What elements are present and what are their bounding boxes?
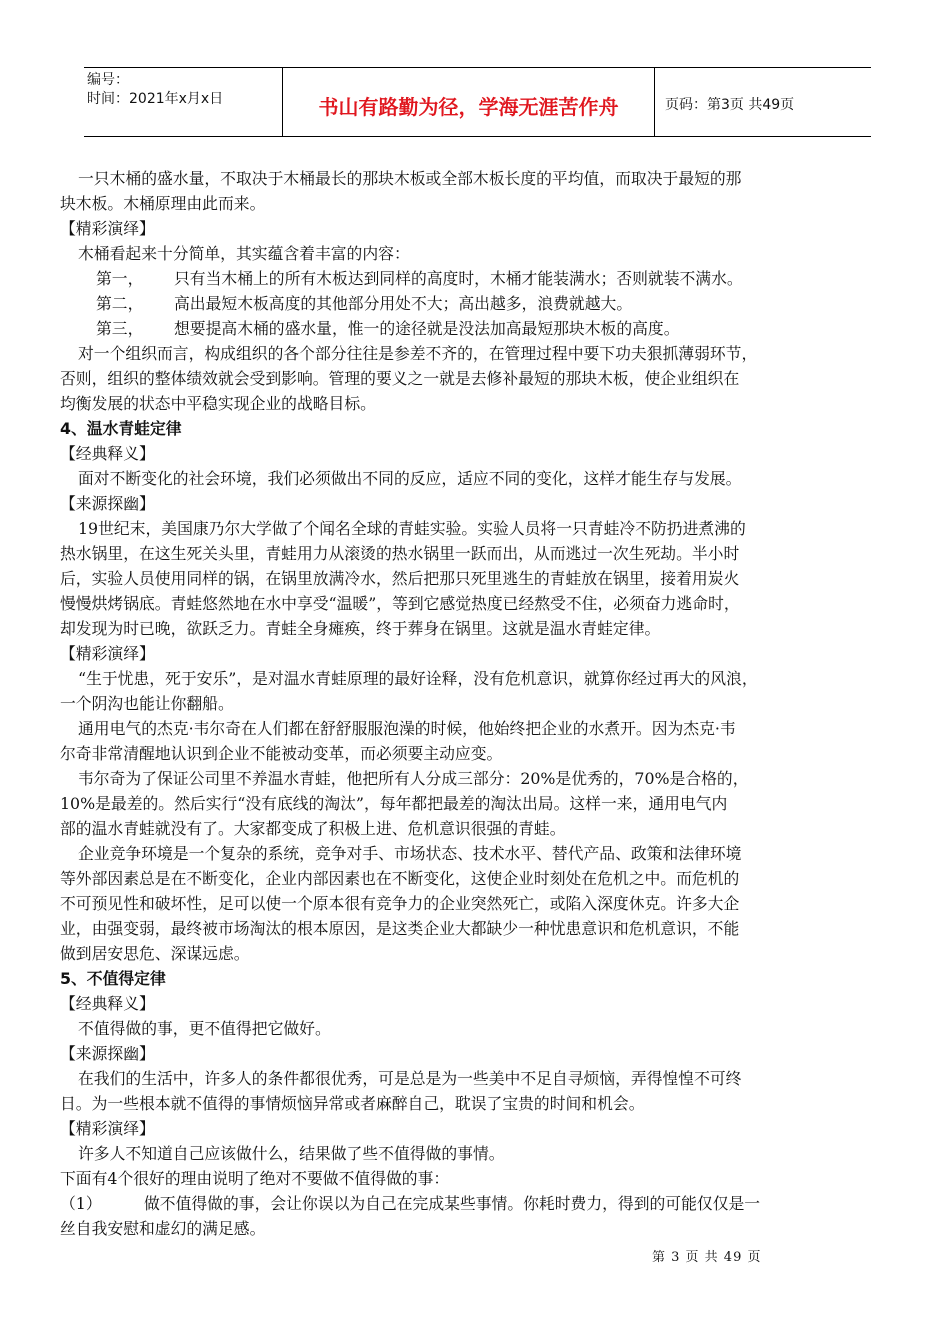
- paragraph-line: 尔奇非常清醒地认识到企业不能被动变革，而必须要主动应变。: [60, 744, 503, 763]
- list-marker: 第二，: [96, 294, 144, 313]
- paragraph-line: “生于忧患，死于安乐”，是对温水青蛙原理的最好诠释，没有危机意识，就算你经过再大的风浪，: [78, 669, 758, 688]
- section-tag: 【精彩演绎】: [60, 1119, 155, 1138]
- paragraph-line: 块木板。木桶原理由此而来。: [60, 194, 266, 213]
- paragraph-line: 等外部因素总是在不断变化，企业内部因素也在不断变化，这使企业时刻处在危机之中。而危机的: [60, 869, 740, 888]
- paragraph-line: 热水锅里，在这生死关头里，青蛙用力从滚烫的热水锅里一跃而出，从而逃过一次生死劫。半小时: [60, 544, 740, 563]
- paragraph-line: 企业竞争环境是一个复杂的系统，竞争对手、市场状态、技术水平、替代产品、政策和法律环境: [78, 844, 742, 863]
- paragraph-line: 对一个组织而言，构成组织的各个部分往往是参差不齐的，在管理过程中要下功夫狠抓薄弱环节，: [78, 344, 758, 363]
- list-marker: （1）: [60, 1194, 102, 1213]
- section-tag: 【来源探幽】: [60, 1044, 155, 1063]
- section-tag: 【经典释义】: [60, 994, 155, 1013]
- paragraph-line: 木桶看起来十分简单，其实蕴含着丰富的内容：: [78, 244, 410, 263]
- paragraph-line: 10%是最差的。然后实行“没有底线的淘汰”，每年都把最差的淘汰出局。这样一来，通用电气内: [60, 794, 728, 813]
- section-tag: 【精彩演绎】: [60, 644, 155, 663]
- header-motto: 书山有路勤为径，学海无涯苦作舟: [283, 68, 655, 136]
- paragraph-line: 在我们的生活中，许多人的条件都很优秀，可是总是为一些美中不足自寻烦恼，弄得惶惶不可终: [78, 1069, 742, 1088]
- paragraph-line: 慢慢烘烤锅底。青蛙悠然地在水中享受“温暖”，等到它感觉热度已经熬受不住，必须奋力逃命时，: [60, 594, 740, 613]
- paragraph-line: 通用电气的杰克·韦尔奇在人们都在舒舒服服泡澡的时候，他始终把企业的水煮开。因为杰克·韦: [78, 719, 736, 738]
- paragraph-line: 19世纪末，美国康乃尔大学做了个闻名全球的青蛙实验。实验人员将一只青蛙冷不防扔进煮沸的: [78, 519, 746, 538]
- paragraph-line: 不值得做的事，更不值得把它做好。: [78, 1019, 331, 1038]
- list-marker: 第三，: [96, 319, 144, 338]
- section-tag: 【来源探幽】: [60, 494, 155, 513]
- section-heading: 4、温水青蛙定律: [60, 419, 182, 438]
- section-heading: 5、不值得定律: [60, 969, 166, 988]
- paragraph-line: 一只木桶的盛水量，不取决于木桶最长的那块木板或全部木板长度的平均值，而取决于最短的那: [78, 169, 742, 188]
- list-text: 做不值得做的事，会让你误以为自己在完成某些事情。你耗时费力，得到的可能仅仅是一: [144, 1194, 761, 1213]
- paragraph-line: 不可预见性和破坏性，足可以使一个原本很有竞争力的企业突然死亡，或陷入深度休克。许多大企: [60, 894, 740, 913]
- document-time-label: 时间：2021年x月x日: [87, 91, 224, 107]
- list-text: 想要提高木桶的盛水量，惟一的途径就是没法加高最短那块木板的高度。: [174, 319, 680, 338]
- section-tag: 【精彩演绎】: [60, 219, 155, 238]
- page-header: [84, 67, 871, 137]
- paragraph-line: 丝自我安慰和虚幻的满足感。: [60, 1219, 266, 1238]
- paragraph-line: 业，由强变弱，最终被市场淘汰的根本原因，是这类企业大都缺少一种忧患意识和危机意识，不能: [60, 919, 740, 938]
- list-item: [60, 316, 892, 341]
- paragraph-line: 做到居安思危、深谋远虑。: [60, 944, 250, 963]
- list-item: [60, 1191, 892, 1216]
- list-text: 高出最短木板高度的其他部分用处不大；高出越多，浪费就越大。: [174, 294, 633, 313]
- list-text: 只有当木桶上的所有木板达到同样的高度时，木桶才能装满水；否则就装不满水。: [174, 269, 743, 288]
- paragraph-line: 部的温水青蛙就没有了。大家都变成了积极上进、危机意识很强的青蛙。: [60, 819, 566, 838]
- paragraph-line: 否则，组织的整体绩效就会受到影响。管理的要义之一就是去修补最短的那块木板，使企业组织在: [60, 369, 740, 388]
- section-tag: 【经典释义】: [60, 444, 155, 463]
- paragraph-line: 韦尔奇为了保证公司里不养温水青蛙，他把所有人分成三部分：20%是优秀的，70%是合格的，: [78, 769, 749, 788]
- document-body: [60, 166, 892, 1241]
- paragraph-line: 后，实验人员使用同样的锅，在锅里放满冷水，然后把那只死里逃生的青蛙放在锅里，接着用炭火: [60, 569, 740, 588]
- paragraph-line: 面对不断变化的社会环境，我们必须做出不同的反应，适应不同的变化，这样才能生存与发展。: [78, 469, 742, 488]
- paragraph-line: 一个阴沟也能让你翻船。: [60, 694, 234, 713]
- paragraph-line: 许多人不知道自己应该做什么，结果做了些不值得做的事情。: [78, 1144, 505, 1163]
- paragraph-line: 下面有4个很好的理由说明了绝对不要做不值得做的事：: [60, 1169, 450, 1188]
- page-footer: 第 3 页 共 49 页: [652, 1250, 762, 1265]
- document-number-label: 编号：: [87, 72, 129, 88]
- list-marker: 第一，: [96, 269, 144, 288]
- paragraph-line: 均衡发展的状态中平稳实现企业的战略目标。: [60, 394, 376, 413]
- paragraph-line: 却发现为时已晚，欲跃乏力。青蛙全身瘫痪，终于葬身在锅里。这就是温水青蛙定律。: [60, 619, 661, 638]
- list-item: [60, 291, 892, 316]
- paragraph-line: 日。为一些根本就不值得的事情烦恼异常或者麻醉自己，耽误了宝贵的时间和机会。: [60, 1094, 645, 1113]
- header-page-info: 页码：第3页 共49页: [665, 97, 795, 113]
- header-left-cell: [84, 68, 283, 136]
- list-item: [60, 266, 892, 291]
